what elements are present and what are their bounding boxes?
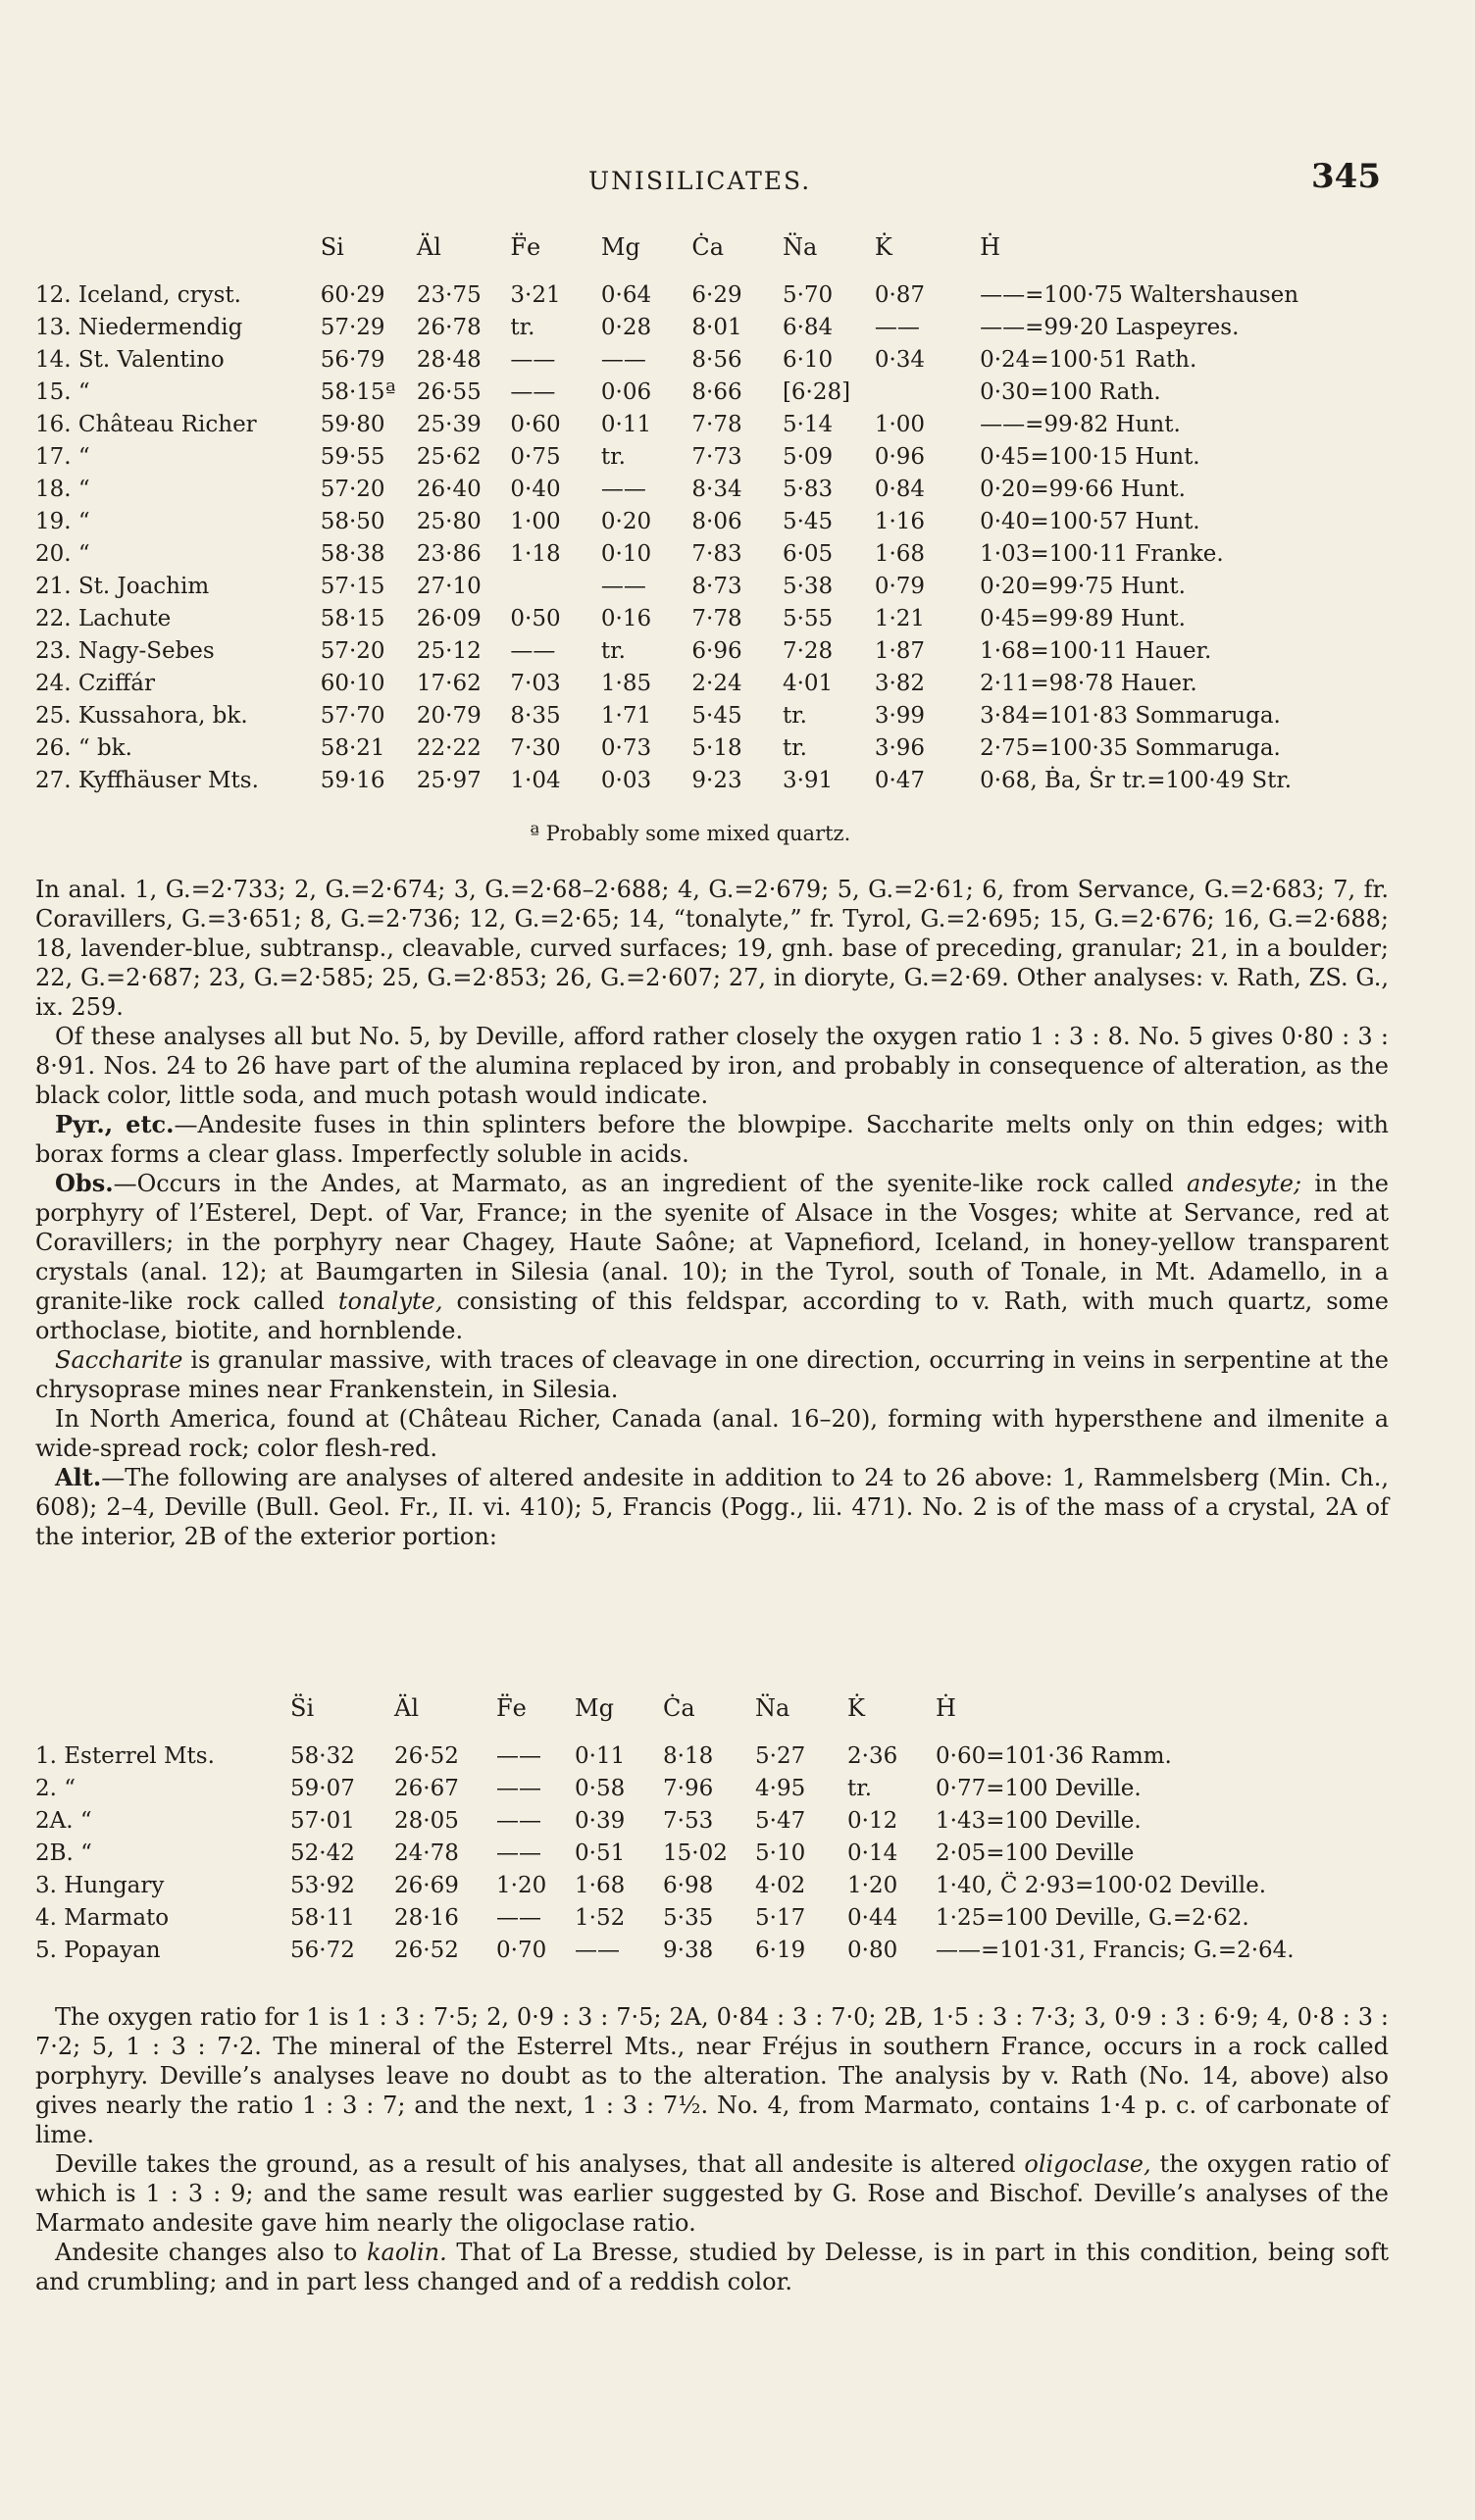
value-cell: —— [874, 314, 920, 340]
locality-cell: 26. “ bk. [35, 734, 132, 761]
value-cell: 0·40 [510, 476, 561, 502]
saccharite-paragraph [35, 1345, 1389, 1404]
table-row [35, 408, 1475, 440]
value-cell: 26·69 [394, 1872, 459, 1898]
column-header [35, 233, 321, 278]
table-row [35, 473, 1475, 505]
column-header: K̇ [847, 1694, 865, 1722]
locality-cell: 4. Marmato [35, 1904, 170, 1931]
value-cell: 2·05=100 Deville [936, 1840, 1135, 1866]
analysis-table-1 [35, 233, 1475, 796]
occurrence-paragraph [35, 1169, 1389, 1345]
value-cell: 5·10 [755, 1840, 806, 1866]
deville-paragraph [35, 2149, 1389, 2238]
value-cell: —— [575, 1937, 620, 1963]
value-cell: 5·27 [755, 1742, 806, 1769]
value-cell: 8·01 [691, 314, 742, 340]
oxygen-ratio-altered-paragraph: The oxygen ratio for 1 is 1 : 3 : 7·5; 2, 0·9 : 3 : 7·5; 2A, 0·84 : 3 : 7·0; 2B, 1·5 : 3 : 7·3; 3, 0·9 : 3 : 6·9; 4, 0·8 : 3 : 7·2; 5, 1 : 3 : 7·2. The mineral of the Esterrel Mts., near Fréjus in southern France, occurs in a rock called porphyry. Deville’s analyses leave no doubt as to the alteration. The analysis by v. Rath (No. 14, above) also gives nearly the ratio 1 : 3 : 7; and the next, 1 : 3 : 7½. No. 4, from Marmato, contains 1·4 p. c. of carbonate of lime. [35, 2003, 1389, 2148]
oxygen-ratio-paragraph: Of these analyses all but No. 5, by Deville, afford rather closely the oxygen ratio 1 : 3 : 8. No. 5 gives 0·80 : 3 : 8·91. Nos. 24 to 26 have part of the alumina replaced by iron, and probably in consequence of alteration, as the black color, little soda, and much potash would indicate. [35, 1023, 1389, 1109]
value-cell: 4·95 [755, 1775, 806, 1801]
value-cell: [6·28] [782, 378, 851, 405]
value-cell: 5·17 [755, 1904, 806, 1931]
locality-cell: 23. Nagy-Sebes [35, 637, 215, 664]
analysis-table-2 [35, 1694, 1416, 1966]
column-header: Ḣ [936, 1694, 956, 1722]
locality-cell: 13. Niedermendig [35, 314, 243, 340]
table-row [35, 667, 1475, 699]
value-cell: 0·20=99·66 Hunt. [980, 476, 1186, 502]
value-cell: —— [510, 346, 556, 373]
value-cell: —— [496, 1904, 541, 1931]
value-cell: 57·70 [320, 702, 385, 729]
value-cell: 0·30=100 Rath. [980, 378, 1161, 405]
value-cell: 1·40, C̈ 2·93=100·02 Deville. [936, 1872, 1267, 1898]
value-cell: —— [496, 1807, 541, 1834]
column-header: F̈e [496, 1694, 527, 1722]
locality-cell: 24. Cziffár [35, 670, 156, 696]
value-cell: 0·40=100·57 Hunt. [980, 508, 1200, 534]
table-row [35, 1739, 1416, 1772]
value-cell: 59·80 [320, 411, 385, 437]
value-cell: 1·04 [510, 767, 561, 793]
value-cell: 0·03 [600, 767, 652, 793]
table-row [35, 731, 1475, 764]
value-cell: 26·40 [416, 476, 482, 502]
locality-cell: 5. Popayan [35, 1937, 161, 1963]
value-cell: 5·55 [782, 605, 834, 631]
column-header: F̈e [510, 233, 541, 261]
kaolin-paragraph [35, 2238, 1389, 2296]
locality-cell: 25. Kussahora, bk. [35, 702, 248, 729]
value-cell: —— [600, 476, 646, 502]
value-cell: 26·55 [416, 378, 482, 405]
table-row [35, 1869, 1416, 1901]
obs-text-c: consisting of this feldspar, according to v. Rath, with much quartz, some orthoclase, biotite, and hornblende. [35, 1287, 1390, 1344]
value-cell: 0·06 [600, 378, 652, 405]
table-row [35, 1901, 1416, 1934]
table-row [35, 343, 1475, 376]
value-cell: 4·02 [755, 1872, 806, 1898]
specific-gravity-note: In anal. 1, G.=2·733; 2, G.=2·674; 3, G.=2·68–2·688; 4, G.=2·679; 5, G.=2·61; 6, from Servance, G.=2·683; 7, fr. Coravillers, G.=3·651; 8, G.=2·736; 12, G.=2·65; 14, “tonalyte,” fr. Tyrol, G.=2·695; 15, G.=2·676; 16, G.=2·688; 18, lavender-blue, subtransp., cleavable, curved surfaces; 19, gnh. base of preceding, granular; 21, in a boulder; 22, G.=2·687; 23, G.=2·585; 25, G.=2·853; 26, G.=2·607; 27, in dioryte, G.=2·69. Other analyses: v. Rath, ZS. G., ix. 259. [35, 876, 1389, 1021]
value-cell: 1·00 [510, 508, 561, 534]
locality-cell: 18. “ [35, 476, 90, 502]
value-cell: 7·03 [510, 670, 561, 696]
value-cell: 5·47 [755, 1807, 806, 1834]
value-cell: 58·15ª [320, 378, 396, 405]
value-cell: 7·73 [691, 443, 742, 470]
value-cell: tr. [600, 637, 626, 664]
value-cell: 0·12 [847, 1807, 898, 1834]
locality-cell: 21. St. Joachim [35, 573, 210, 599]
deville-text-a: Deville takes the ground, as a result of his analyses, that all andesite is altered [55, 2150, 1025, 2178]
value-cell: —— [496, 1775, 541, 1801]
value-cell: 0·24=100·51 Rath. [980, 346, 1197, 373]
value-cell: 57·29 [320, 314, 385, 340]
value-cell: 0·58 [575, 1775, 626, 1801]
value-cell: 6·29 [691, 281, 742, 308]
value-cell: 7·53 [663, 1807, 714, 1834]
deville-text-b: the oxygen ratio of which is 1 : 3 : 9; and the same result was earlier suggested by G. Rose and Bischof. Deville’s analyses of the Marmato andesite gave him nearly the oligoclase ratio. [35, 2150, 1389, 2237]
table1-footnote: ª Probably some mixed quartz. [530, 822, 851, 845]
value-cell: 4·01 [782, 670, 834, 696]
value-cell: 0·45=99·89 Hunt. [980, 605, 1186, 631]
value-cell: 1·87 [874, 637, 926, 664]
locality-cell: 1. Esterrel Mts. [35, 1742, 215, 1769]
value-cell: 25·12 [416, 637, 482, 664]
obs-term-tonalyte: tonalyte, [337, 1287, 443, 1315]
value-cell: 25·62 [416, 443, 482, 470]
value-cell: 5·70 [782, 281, 834, 308]
value-cell: 1·20 [847, 1872, 898, 1898]
column-header: Ċa [663, 1694, 695, 1722]
value-cell: 58·38 [320, 540, 385, 567]
value-cell: tr. [782, 702, 807, 729]
value-cell: 5·38 [782, 573, 834, 599]
value-cell: 6·96 [691, 637, 742, 664]
table2-body [35, 1739, 1416, 1966]
value-cell: 0·96 [874, 443, 926, 470]
column-header: Mg [600, 233, 640, 261]
value-cell: 0·45=100·15 Hunt. [980, 443, 1200, 470]
running-header [0, 157, 1475, 196]
value-cell: 3·91 [782, 767, 834, 793]
table1-header-row [35, 233, 1475, 278]
value-cell: 2·24 [691, 670, 742, 696]
pyr-label: Pyr., etc. [55, 1110, 175, 1138]
table-row [35, 699, 1475, 731]
value-cell: ——=99·20 Laspeyres. [980, 314, 1240, 340]
value-cell: 2·75=100·35 Sommaruga. [980, 734, 1281, 761]
column-header: Si [320, 233, 344, 261]
value-cell: 1·03=100·11 Franke. [980, 540, 1224, 567]
value-cell: 3·82 [874, 670, 926, 696]
column-header: S̈i [290, 1694, 315, 1722]
column-header: N̈a [782, 233, 818, 261]
value-cell: 1·71 [600, 702, 652, 729]
column-header [35, 1694, 290, 1739]
value-cell: 0·20=99·75 Hunt. [980, 573, 1186, 599]
value-cell: 0·77=100 Deville. [936, 1775, 1142, 1801]
locality-cell: 3. Hungary [35, 1872, 165, 1898]
value-cell: 5·45 [782, 508, 834, 534]
column-header: Ḣ [980, 233, 1001, 261]
value-cell: 7·78 [691, 605, 742, 631]
value-cell: 0·28 [600, 314, 652, 340]
value-cell: 0·20 [600, 508, 652, 534]
saccharite-text: is granular massive, with traces of cleavage in one direction, occurring in veins in serpentine at the chrysoprase mines near Frankenstein, in Silesia. [35, 1346, 1389, 1403]
value-cell: 0·73 [600, 734, 652, 761]
value-cell: 0·16 [600, 605, 652, 631]
value-cell: 57·20 [320, 637, 385, 664]
value-cell: 26·52 [394, 1937, 459, 1963]
obs-text-b: in the porphyry of l’Esterel, Dept. of Var, France; in the syenite of Alsace in the Vosges; white at Servance, red at Coravillers; in the porphyry near Chagey, Haute Saône; at Vapnefiord, Iceland, in honey-yellow transparent crystals (anal. 12); at Baumgarten in Silesia (anal. 10); in the Tyrol, south of Tonale, in Mt. Adamello, in a granite-like rock called [35, 1170, 1389, 1315]
alt-text: —The following are analyses of altered andesite in addition to 24 to 26 above: 1, Rammelsberg (Min. Ch., 608); 2–4, Deville (Bull. Geol. Fr., II. vi. 410); 5, Francis (Pogg., lii. 471). No. 2 is of the mass of a crystal, 2A of the interior, 2B of the exterior portion: [35, 1464, 1389, 1550]
value-cell: 58·11 [290, 1904, 355, 1931]
table-row [35, 537, 1475, 570]
alt-label: Alt. [55, 1463, 102, 1491]
value-cell: 9·38 [663, 1937, 714, 1963]
value-cell: 6·98 [663, 1872, 714, 1898]
value-cell: 3·99 [874, 702, 926, 729]
value-cell: —— [510, 637, 556, 664]
value-cell: 7·83 [691, 540, 742, 567]
value-cell: 24·78 [394, 1840, 459, 1866]
value-cell: 57·20 [320, 476, 385, 502]
oligoclase-term: oligoclase, [1024, 2150, 1151, 2178]
value-cell: 26·52 [394, 1742, 459, 1769]
value-cell: 8·66 [691, 378, 742, 405]
value-cell: 0·10 [600, 540, 652, 567]
value-cell: 1·20 [496, 1872, 547, 1898]
kaolin-term: kaolin. [367, 2239, 447, 2266]
running-title: UNISILICATES. [588, 167, 812, 195]
table-row [35, 1934, 1416, 1966]
locality-cell: 14. St. Valentino [35, 346, 225, 373]
value-cell: 22·22 [416, 734, 482, 761]
value-cell: 2·36 [847, 1742, 898, 1769]
value-cell: 1·43=100 Deville. [936, 1807, 1142, 1834]
table-row [35, 311, 1475, 343]
value-cell: ——=100·75 Waltershausen [980, 281, 1299, 308]
column-header: K̇ [874, 233, 892, 261]
value-cell: 15·02 [663, 1840, 728, 1866]
value-cell: 0·34 [874, 346, 926, 373]
locality-cell: 22. Lachute [35, 605, 172, 631]
value-cell: 0·47 [874, 767, 926, 793]
value-cell: 0·64 [600, 281, 652, 308]
value-cell: 28·16 [394, 1904, 459, 1931]
value-cell: 52·42 [290, 1840, 355, 1866]
value-cell: 1·68 [874, 540, 926, 567]
value-cell: 0·80 [847, 1937, 898, 1963]
column-header: Mg [575, 1694, 614, 1722]
value-cell: 5·14 [782, 411, 834, 437]
value-cell: 1·52 [575, 1904, 626, 1931]
value-cell: 7·78 [691, 411, 742, 437]
value-cell: 56·79 [320, 346, 385, 373]
value-cell: 6·84 [782, 314, 834, 340]
value-cell: 5·35 [663, 1904, 714, 1931]
value-cell: —— [600, 573, 646, 599]
notes-section-2 [35, 2002, 1389, 2296]
value-cell: —— [496, 1840, 541, 1866]
locality-cell: 2A. “ [35, 1807, 92, 1834]
table-row [35, 634, 1475, 667]
locality-cell: 16. Château Richer [35, 411, 257, 437]
table-row [35, 1804, 1416, 1837]
obs-label: Obs. [55, 1169, 114, 1197]
value-cell: 58·15 [320, 605, 385, 631]
value-cell: 1·00 [874, 411, 926, 437]
value-cell: 6·05 [782, 540, 834, 567]
saccharite-term: Saccharite [55, 1346, 183, 1374]
value-cell: 0·75 [510, 443, 561, 470]
value-cell: 5·09 [782, 443, 834, 470]
north-america-paragraph: In North America, found at (Château Richer, Canada (anal. 16–20), forming with hypersthene and ilmenite a wide-spread rock; color flesh-red. [35, 1405, 1389, 1462]
value-cell: 57·15 [320, 573, 385, 599]
kaolin-text-b: That of La Bresse, studied by Delesse, is in part in this condition, being soft and crumbling; and in part less changed and of a reddish color. [35, 2239, 1389, 2295]
value-cell: 6·10 [782, 346, 834, 373]
value-cell: tr. [600, 443, 626, 470]
value-cell: tr. [510, 314, 535, 340]
locality-cell: 19. “ [35, 508, 90, 534]
value-cell: 25·97 [416, 767, 482, 793]
value-cell: 5·45 [691, 702, 742, 729]
value-cell: 1·21 [874, 605, 926, 631]
column-header: Äl [416, 233, 441, 261]
value-cell: 3·96 [874, 734, 926, 761]
value-cell [875, 376, 980, 408]
value-cell: 56·72 [290, 1937, 355, 1963]
value-cell: 0·60 [510, 411, 561, 437]
value-cell: 0·39 [575, 1807, 626, 1834]
value-cell: 1·18 [510, 540, 561, 567]
value-cell: —— [600, 346, 646, 373]
table2-header-row [35, 1694, 1416, 1739]
value-cell: 1·68 [575, 1872, 626, 1898]
value-cell: 5·83 [782, 476, 834, 502]
value-cell: 8·34 [691, 476, 742, 502]
value-cell: 0·87 [874, 281, 926, 308]
table-row [35, 505, 1475, 537]
locality-cell: 2. “ [35, 1775, 76, 1801]
table-row [35, 764, 1475, 796]
value-cell: 25·39 [416, 411, 482, 437]
value-cell: 0·14 [847, 1840, 898, 1866]
value-cell: 59·07 [290, 1775, 355, 1801]
table-row [35, 1837, 1416, 1869]
value-cell: 0·70 [496, 1937, 547, 1963]
table-row [35, 440, 1475, 473]
value-cell: tr. [782, 734, 807, 761]
pyr-text: —Andesite fuses in thin splinters before the blowpipe. Saccharite melts only on thin edges; with borax forms a clear glass. Imperfectly soluble in acids. [35, 1111, 1389, 1168]
table-row [35, 376, 1475, 408]
value-cell: 0·68, Ḃa, Ṡr tr.=100·49 Str. [980, 767, 1293, 793]
value-cell: 26·78 [416, 314, 482, 340]
value-cell: 58·50 [320, 508, 385, 534]
column-header: Äl [394, 1694, 420, 1722]
value-cell: 60·10 [320, 670, 385, 696]
locality-cell: 15. “ [35, 378, 90, 405]
value-cell: 59·16 [320, 767, 385, 793]
value-cell: 0·60=101·36 Ramm. [936, 1742, 1172, 1769]
value-cell: 8·56 [691, 346, 742, 373]
value-cell: 20·79 [416, 702, 482, 729]
value-cell: 1·85 [600, 670, 652, 696]
value-cell: 26·09 [416, 605, 482, 631]
value-cell: 26·67 [394, 1775, 459, 1801]
value-cell: 7·28 [782, 637, 834, 664]
value-cell: 25·80 [416, 508, 482, 534]
value-cell: 0·50 [510, 605, 561, 631]
value-cell: 28·48 [416, 346, 482, 373]
value-cell: 57·01 [290, 1807, 355, 1834]
locality-cell: 20. “ [35, 540, 90, 567]
value-cell: 8·73 [691, 573, 742, 599]
value-cell: 28·05 [394, 1807, 459, 1834]
table1-body [35, 278, 1475, 796]
notes-section-1 [35, 875, 1389, 1551]
value-cell: 8·18 [663, 1742, 714, 1769]
locality-cell: 12. Iceland, cryst. [35, 281, 241, 308]
value-cell: 9·23 [691, 767, 742, 793]
value-cell: 0·79 [874, 573, 926, 599]
value-cell: 53·92 [290, 1872, 355, 1898]
value-cell: 5·18 [691, 734, 742, 761]
value-cell: 0·11 [575, 1742, 626, 1769]
value-cell: 59·55 [320, 443, 385, 470]
value-cell: 60·29 [320, 281, 385, 308]
value-cell: 0·51 [575, 1840, 626, 1866]
value-cell [510, 570, 601, 602]
table-row [35, 1772, 1416, 1804]
locality-cell: 27. Kyffhäuser Mts. [35, 767, 259, 793]
value-cell: 8·06 [691, 508, 742, 534]
value-cell: 23·75 [416, 281, 482, 308]
value-cell: 1·16 [874, 508, 926, 534]
value-cell: 3·84=101·83 Sommaruga. [980, 702, 1281, 729]
value-cell: 6·19 [755, 1937, 806, 1963]
table-row [35, 602, 1475, 634]
obs-text-a: —Occurs in the Andes, at Marmato, as an ingredient of the syenite-like rock called [113, 1170, 1187, 1197]
value-cell: 3·21 [510, 281, 561, 308]
value-cell: 0·44 [847, 1904, 898, 1931]
column-header: N̈a [755, 1694, 790, 1722]
value-cell: 58·32 [290, 1742, 355, 1769]
alteration-paragraph [35, 1463, 1389, 1551]
page-number: 345 [1311, 157, 1381, 196]
value-cell: 58·21 [320, 734, 385, 761]
value-cell: ——=99·82 Hunt. [980, 411, 1181, 437]
value-cell: 27·10 [416, 573, 482, 599]
value-cell: ——=101·31, Francis; G.=2·64. [936, 1937, 1295, 1963]
obs-term-andesyte: andesyte; [1186, 1170, 1302, 1197]
value-cell: 2·11=98·78 Hauer. [980, 670, 1197, 696]
value-cell: 1·68=100·11 Hauer. [980, 637, 1212, 664]
value-cell: 7·96 [663, 1775, 714, 1801]
value-cell: 0·11 [600, 411, 652, 437]
value-cell: 23·86 [416, 540, 482, 567]
locality-cell: 2B. “ [35, 1840, 92, 1866]
kaolin-text-a: Andesite changes also to [55, 2239, 367, 2266]
value-cell: 17·62 [416, 670, 482, 696]
table-row [35, 570, 1475, 602]
locality-cell: 17. “ [35, 443, 90, 470]
column-header: Ċa [691, 233, 725, 261]
value-cell: 8·35 [510, 702, 561, 729]
value-cell: 7·30 [510, 734, 561, 761]
value-cell: 0·84 [874, 476, 926, 502]
value-cell: —— [510, 378, 556, 405]
table-row [35, 278, 1475, 311]
pyrognostics-paragraph [35, 1110, 1389, 1169]
value-cell: 1·25=100 Deville, G.=2·62. [936, 1904, 1249, 1931]
value-cell: —— [496, 1742, 541, 1769]
value-cell: tr. [847, 1775, 873, 1801]
